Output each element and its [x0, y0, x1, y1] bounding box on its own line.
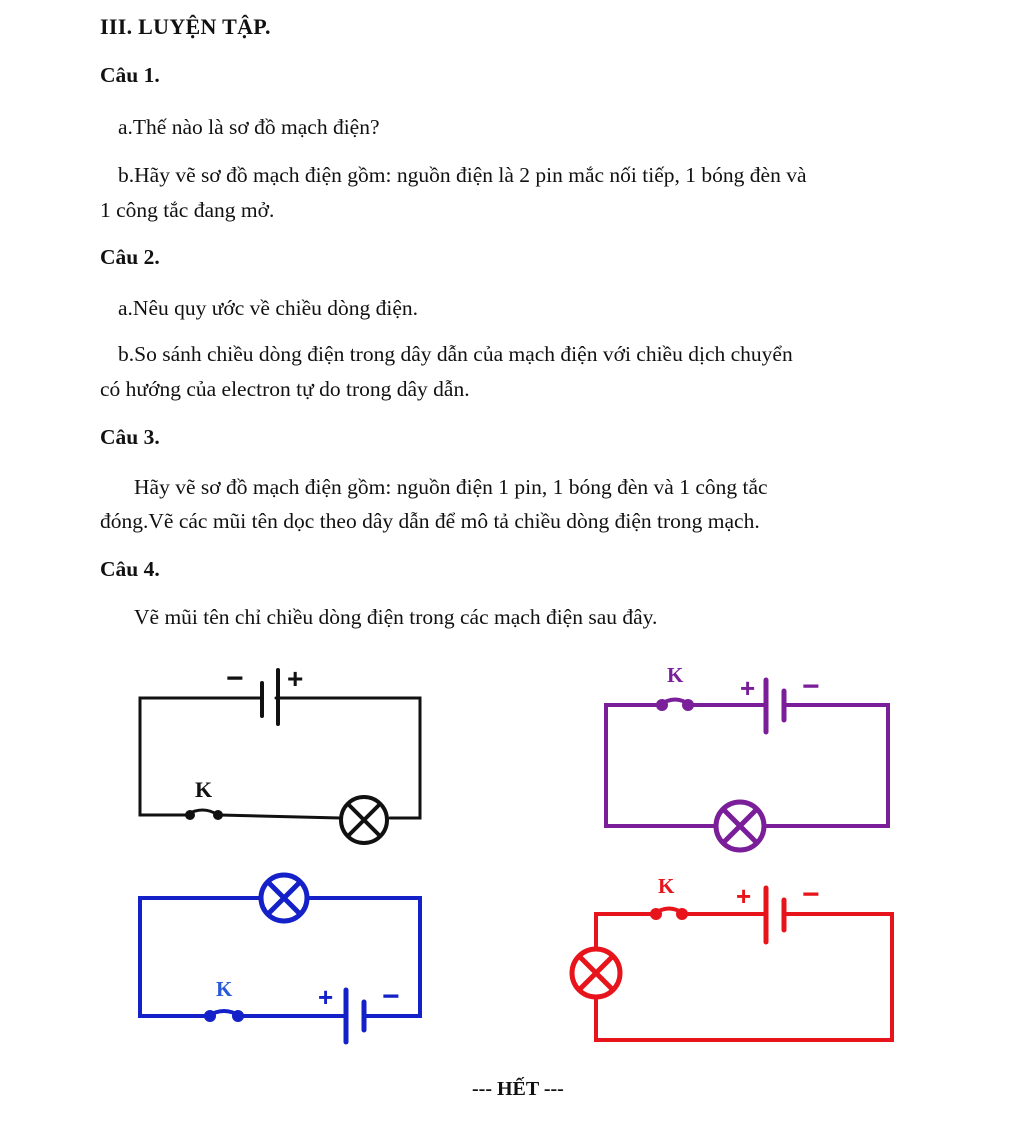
- switch-label: K: [658, 874, 675, 898]
- wire: [596, 914, 652, 950]
- battery-plus-sign: +: [318, 982, 334, 1012]
- battery-plus-sign: +: [740, 673, 756, 703]
- battery-minus-sign: −: [802, 878, 820, 911]
- end-marker: --- HẾT ---: [472, 1078, 564, 1100]
- question-2-heading: Câu 2.: [100, 245, 160, 269]
- lamp-icon: [572, 949, 620, 997]
- question-2-part-b-line2: có hướng của electron tự do trong dây dẫn.: [100, 377, 470, 401]
- battery-minus-sign: −: [382, 980, 400, 1013]
- question-4-text: Vẽ mũi tên chỉ chiều dòng điện trong các mạch điện sau đây.: [134, 605, 658, 629]
- question-3-line1: Hãy vẽ sơ đồ mạch điện gồm: nguồn điện 1 pin, 1 bóng đèn và 1 công tắc: [134, 475, 768, 499]
- battery-plus-sign: +: [287, 663, 304, 694]
- question-3-heading: Câu 3.: [100, 425, 160, 449]
- question-2-part-a: a.Nêu quy ước về chiều dòng điện.: [118, 296, 419, 320]
- question-1-part-b-line2: 1 công tắc đang mở.: [100, 198, 275, 222]
- battery-minus-sign: −: [802, 670, 820, 703]
- question-1-heading: Câu 1.: [100, 63, 160, 87]
- question-4-heading: Câu 4.: [100, 557, 160, 581]
- switch-label: K: [216, 977, 233, 1001]
- question-1-part-b-line1: b.Hãy vẽ sơ đồ mạch điện gồm: nguồn điện là 2 pin mắc nối tiếp, 1 bóng đèn và: [118, 163, 807, 187]
- question-2-part-b-line1: b.So sánh chiều dòng điện trong dây dẫn của mạch điện với chiều dịch chuyển: [118, 342, 793, 366]
- question-1-part-a: a.Thế nào là sơ đồ mạch điện?: [118, 115, 380, 139]
- battery-plus-sign: +: [736, 881, 752, 911]
- switch-pin-right: [676, 908, 688, 920]
- switch-label: K: [667, 663, 684, 687]
- question-3-line2: đóng.Vẽ các mũi tên dọc theo dây dẫn để mô tả chiều dòng điện trong mạch.: [100, 509, 760, 533]
- section-title: III. LUYỆN TẬP.: [100, 14, 271, 39]
- wire: [596, 914, 892, 1040]
- battery-minus-sign: −: [226, 662, 244, 695]
- switch-pin-left: [650, 908, 662, 920]
- switch-label: K: [195, 777, 213, 802]
